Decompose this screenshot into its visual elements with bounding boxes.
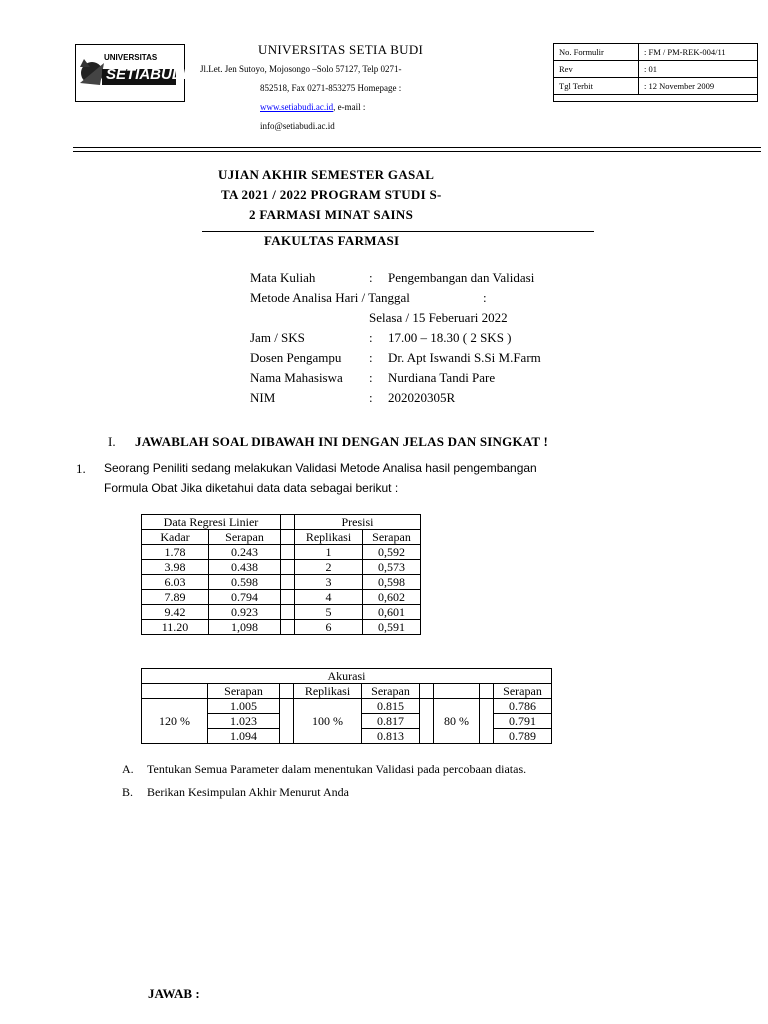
table-gap-cell bbox=[281, 575, 295, 590]
meta-value: : 01 bbox=[639, 61, 758, 78]
table-row bbox=[142, 620, 421, 635]
table-row bbox=[142, 545, 421, 560]
meta-label: No. Formulir bbox=[554, 44, 639, 61]
group-label: 100 % bbox=[294, 699, 362, 744]
colon: : bbox=[369, 390, 373, 405]
table-gap-cell bbox=[281, 545, 295, 560]
meta-label: Tgl Terbit bbox=[554, 78, 639, 95]
course-value: Pengembangan dan Validasi bbox=[388, 270, 535, 285]
lecturer-label: Dosen Pengampu bbox=[250, 350, 342, 365]
table-cell: 0,591 bbox=[363, 620, 421, 635]
table-cell: 1,098 bbox=[209, 620, 281, 635]
regression-title: Data Regresi Linier bbox=[142, 515, 281, 530]
meta-row bbox=[554, 61, 758, 78]
table-cell: 0.794 bbox=[209, 590, 281, 605]
address-line-2: 852518, Fax 0271-853275 Homepage : bbox=[260, 83, 402, 93]
column-header: Replikasi bbox=[295, 530, 363, 545]
table-cell: 6.03 bbox=[142, 575, 209, 590]
table-gap-cell bbox=[281, 605, 295, 620]
form-meta-table bbox=[553, 43, 758, 95]
table-cell: 9.42 bbox=[142, 605, 209, 620]
table-gap-cell bbox=[420, 699, 434, 744]
table-cell: 2 bbox=[295, 560, 363, 575]
table-gap-cell bbox=[281, 530, 295, 545]
column-header bbox=[142, 684, 208, 699]
colon: : bbox=[369, 270, 373, 285]
regression-precision-table bbox=[141, 514, 421, 635]
table-cell: 0,602 bbox=[363, 590, 421, 605]
table-cell: 11.20 bbox=[142, 620, 209, 635]
date-value: Selasa / 15 Feberuari 2022 bbox=[369, 310, 508, 325]
column-header: Serapan bbox=[363, 530, 421, 545]
table-cell: 0,601 bbox=[363, 605, 421, 620]
table-gap-cell bbox=[281, 515, 295, 530]
table-cell: 0,598 bbox=[363, 575, 421, 590]
website-line bbox=[260, 98, 365, 117]
table-cell: 3 bbox=[295, 575, 363, 590]
table-gap-cell bbox=[280, 699, 294, 744]
logo-subtext: UNIVERSITAS bbox=[104, 53, 158, 62]
precision-title: Presisi bbox=[295, 515, 421, 530]
logo-text: SETIABUDI bbox=[106, 66, 187, 83]
colon: : bbox=[369, 350, 373, 365]
task-letter: B. bbox=[122, 785, 134, 799]
section-heading: JAWABLAH SOAL DIBAWAH INI DENGAN JELAS DAN SINGKAT ! bbox=[135, 434, 548, 449]
accuracy-title: Akurasi bbox=[142, 669, 552, 684]
table-header-row bbox=[142, 669, 552, 684]
exam-title-line-3: 2 FARMASI MINAT SAINS bbox=[249, 207, 414, 222]
table-header-row bbox=[142, 684, 552, 699]
table-row bbox=[142, 575, 421, 590]
table-gap-cell bbox=[480, 684, 494, 699]
header-divider bbox=[73, 147, 761, 148]
table-cell: 4 bbox=[295, 590, 363, 605]
faculty-title: FAKULTAS FARMASI bbox=[264, 233, 400, 248]
table-row bbox=[142, 605, 421, 620]
column-header: Replikasi bbox=[294, 684, 362, 699]
table-cell: 1.094 bbox=[208, 729, 280, 744]
time-value: 17.00 – 18.30 ( 2 SKS ) bbox=[388, 330, 512, 345]
table-cell: 3.98 bbox=[142, 560, 209, 575]
table-cell: 0.813 bbox=[362, 729, 420, 744]
table-gap-cell bbox=[281, 590, 295, 605]
table-cell: 1 bbox=[295, 545, 363, 560]
meta-label: Rev bbox=[554, 61, 639, 78]
group-label: 80 % bbox=[434, 699, 480, 744]
task-text: Tentukan Semua Parameter dalam menentukan Validasi pada percobaan diatas. bbox=[147, 762, 527, 776]
meta-value: : FM / PM-REK-004/11 bbox=[639, 44, 758, 61]
email-label: , e-mail : bbox=[333, 102, 366, 112]
course-label: Mata Kuliah bbox=[250, 270, 316, 285]
meta-row bbox=[554, 78, 758, 95]
nim-value: 202020305R bbox=[388, 390, 456, 405]
table-cell: 5 bbox=[295, 605, 363, 620]
task-letter: A. bbox=[122, 762, 134, 776]
table-gap-cell bbox=[480, 699, 494, 744]
time-label: Jam / SKS bbox=[250, 330, 305, 345]
table-header-row bbox=[142, 530, 421, 545]
header-divider-thin bbox=[73, 151, 761, 152]
answer-label: JAWAB : bbox=[148, 986, 200, 1001]
table-gap-cell bbox=[281, 620, 295, 635]
exam-title-line-2: TA 2021 / 2022 PROGRAM STUDI S- bbox=[221, 187, 442, 202]
table-cell: 0.817 bbox=[362, 714, 420, 729]
column-header: Kadar bbox=[142, 530, 209, 545]
table-row bbox=[142, 560, 421, 575]
table-cell: 0.815 bbox=[362, 699, 420, 714]
exam-title-line-1: UJIAN AKHIR SEMESTER GASAL bbox=[218, 167, 435, 182]
table-cell: 0.243 bbox=[209, 545, 281, 560]
student-value: Nurdiana Tandi Pare bbox=[388, 370, 496, 385]
table-cell: 7.89 bbox=[142, 590, 209, 605]
meta-row bbox=[554, 44, 758, 61]
table-cell: 1.023 bbox=[208, 714, 280, 729]
table-cell: 1.005 bbox=[208, 699, 280, 714]
lecturer-value: Dr. Apt Iswandi S.Si M.Farm bbox=[388, 350, 541, 365]
email-text: info@setiabudi.ac.id bbox=[260, 121, 335, 131]
table-cell: 0.791 bbox=[494, 714, 552, 729]
nim-label: NIM bbox=[250, 390, 276, 405]
table-cell: 0.438 bbox=[209, 560, 281, 575]
table-cell: 0,592 bbox=[363, 545, 421, 560]
table-cell: 0.786 bbox=[494, 699, 552, 714]
course-line-2: Metode Analisa Hari / Tanggal bbox=[250, 290, 410, 305]
table-row bbox=[142, 699, 552, 714]
column-header: Serapan bbox=[362, 684, 420, 699]
table-row bbox=[142, 590, 421, 605]
table-gap-cell bbox=[281, 560, 295, 575]
column-header: Serapan bbox=[208, 684, 280, 699]
student-label: Nama Mahasiswa bbox=[250, 370, 343, 385]
table-cell: 0.923 bbox=[209, 605, 281, 620]
column-header bbox=[434, 684, 480, 699]
accuracy-table bbox=[141, 668, 552, 744]
title-divider bbox=[202, 231, 594, 232]
colon: : bbox=[369, 370, 373, 385]
column-header: Serapan bbox=[494, 684, 552, 699]
group-label: 120 % bbox=[142, 699, 208, 744]
table-header-row bbox=[142, 515, 421, 530]
question-number: 1. bbox=[76, 461, 86, 476]
meta-value: : 12 November 2009 bbox=[639, 78, 758, 95]
table-cell: 0,573 bbox=[363, 560, 421, 575]
section-number: I. bbox=[108, 434, 116, 449]
university-logo bbox=[75, 44, 185, 102]
table-cell: 0.789 bbox=[494, 729, 552, 744]
colon: : bbox=[483, 290, 487, 305]
question-line-2: Formula Obat Jika diketahui data data sebagai berikut : bbox=[104, 481, 399, 495]
column-header: Serapan bbox=[209, 530, 281, 545]
website-link[interactable]: www.setiabudi.ac.id bbox=[260, 102, 334, 112]
university-name: UNIVERSITAS SETIA BUDI bbox=[258, 42, 424, 57]
colon: : bbox=[369, 330, 373, 345]
table-gap-cell bbox=[420, 684, 434, 699]
table-cell: 0.598 bbox=[209, 575, 281, 590]
table-cell: 6 bbox=[295, 620, 363, 635]
table-cell: 1.78 bbox=[142, 545, 209, 560]
task-text: Berikan Kesimpulan Akhir Menurut Anda bbox=[147, 785, 349, 799]
table-gap-cell bbox=[280, 684, 294, 699]
question-line-1: Seorang Peniliti sedang melakukan Validasi Metode Analisa hasil pengembangan bbox=[104, 461, 537, 475]
address-line-1: Jl.Let. Jen Sutoyo, Mojosongo –Solo 57127, Telp 0271- bbox=[200, 64, 402, 74]
